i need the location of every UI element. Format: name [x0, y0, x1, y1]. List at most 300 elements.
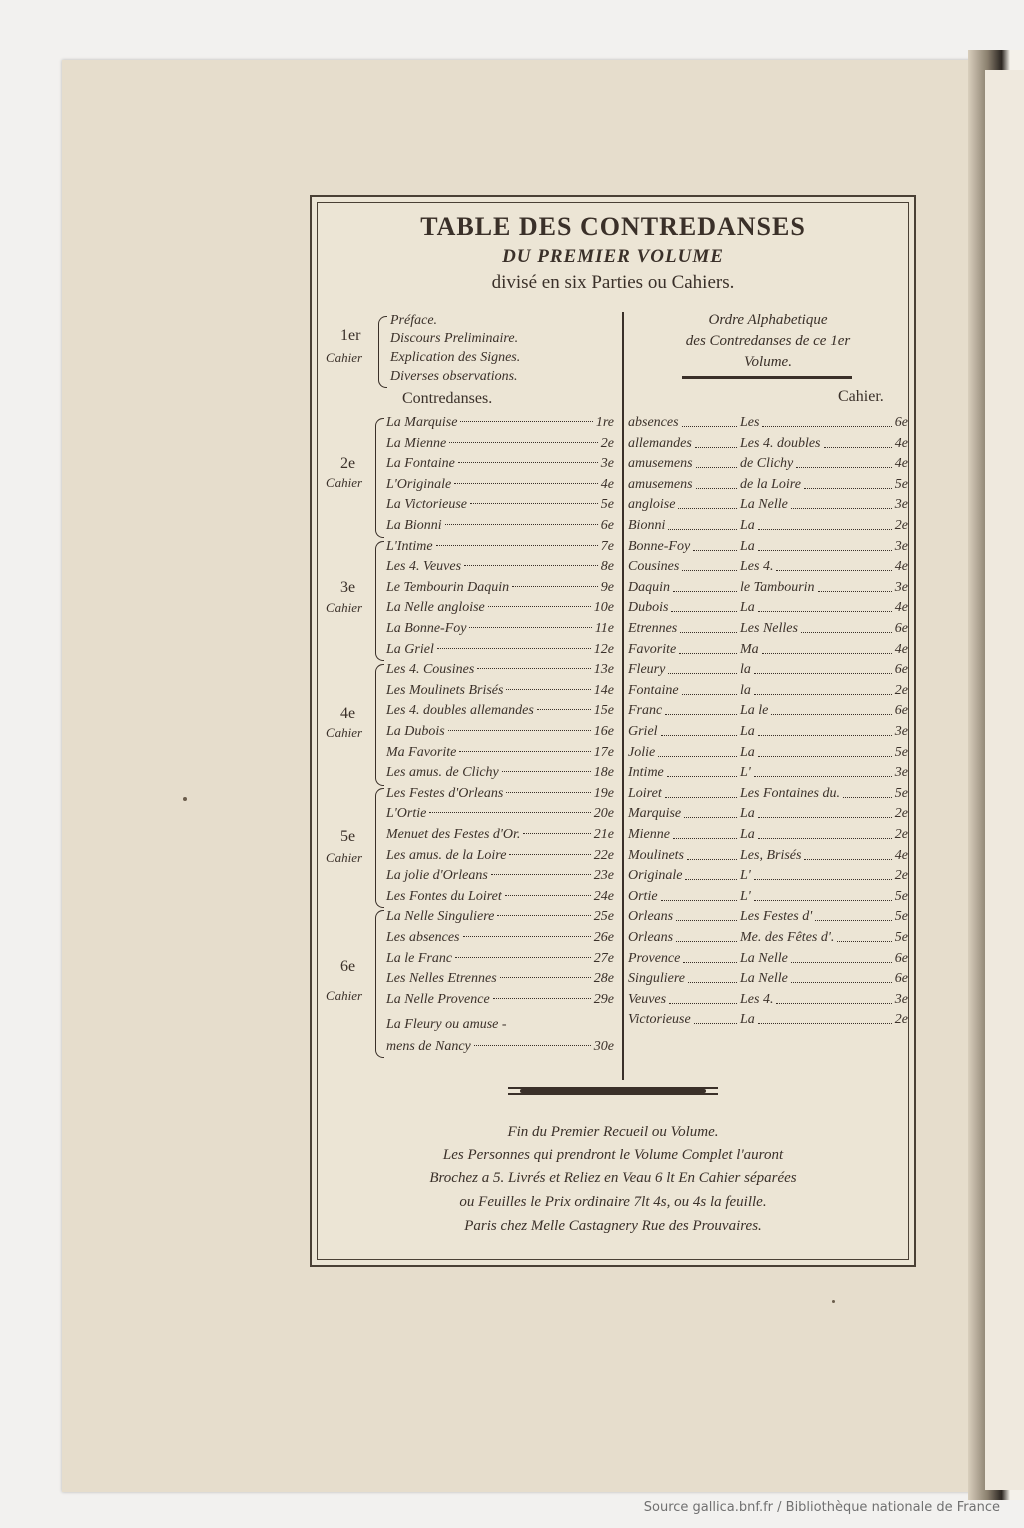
- left-entry-name: La Bonne-Foy: [386, 621, 467, 636]
- right-entry-article: Les Fontaines du.: [740, 785, 840, 801]
- leader-dots: [758, 802, 892, 818]
- right-entry-article-cell: [740, 951, 908, 967]
- left-entry-number: 10e: [593, 600, 614, 616]
- leader-dots: [679, 638, 737, 654]
- right-entry-article: Les Festes d': [740, 909, 813, 925]
- right-entry-article-cell: [740, 662, 908, 678]
- leader-dots: [843, 782, 892, 798]
- right-entry-article: La: [740, 744, 755, 760]
- left-entry-number: 5e: [600, 497, 614, 513]
- leader-dots: [801, 617, 892, 633]
- right-entry-article: La: [740, 724, 755, 739]
- leader-dots: [776, 988, 891, 1004]
- left-entry: [386, 1039, 614, 1059]
- right-entry-word: Griel: [628, 724, 658, 739]
- right-entry-word: Veuves: [628, 991, 667, 1007]
- leader-dots: [464, 565, 598, 566]
- right-entry-cahier: 4e: [894, 641, 908, 657]
- right-entry-cahier: 5e: [894, 909, 908, 925]
- leader-dots: [824, 432, 892, 448]
- right-entry-cahier: 4e: [894, 435, 908, 451]
- right-entry-cahier: 2e: [894, 868, 908, 884]
- right-entry-word: amusemens: [628, 456, 693, 472]
- left-entry: [386, 621, 614, 641]
- leader-dots: [791, 947, 892, 963]
- leader-dots: [762, 638, 892, 654]
- page-title: TABLE DES CONTREDANSES: [420, 212, 806, 241]
- leader-dots: [460, 421, 592, 422]
- footer-line-2: Les Personnes qui prendront le Volume Complet l'auront: [442, 1147, 784, 1163]
- leader-dots: [758, 596, 892, 612]
- left-entry-name: Menuet des Festes d'Or.: [386, 827, 521, 842]
- left-entry-number: 4e: [600, 476, 614, 492]
- cahier-heading: Cahier.: [838, 388, 884, 405]
- leader-dots: [429, 812, 590, 813]
- right-entry-word: Singuliere: [628, 971, 686, 987]
- right-entry-article: Les, Brisés: [740, 847, 802, 863]
- left-entry-number: 6e: [600, 518, 614, 533]
- leader-dots: [436, 545, 598, 546]
- preface-item: Discours Preliminaire.: [390, 331, 519, 346]
- left-entry-name: La jolie d'Orleans: [386, 868, 488, 884]
- left-entry: [386, 930, 614, 950]
- right-entry-word: Dubois: [628, 600, 669, 616]
- right-entry-article: Les: [740, 415, 760, 430]
- leader-dots: [449, 442, 598, 443]
- right-entry-word-cell: [628, 951, 740, 967]
- cahier-5-brace: [375, 788, 384, 908]
- cahier-2-label: Cahier: [326, 475, 363, 490]
- right-entry-cahier: 2e: [894, 827, 908, 842]
- left-entry-name: Les 4. doubles allemandes: [386, 703, 534, 719]
- right-entry-article: La: [740, 600, 755, 616]
- left-entry: [386, 436, 614, 456]
- left-entry-number: 17e: [593, 744, 614, 760]
- left-entry: [386, 971, 614, 991]
- left-entry: [386, 497, 614, 517]
- leader-dots: [505, 895, 591, 896]
- left-entry-number: 13e: [593, 662, 614, 678]
- leader-dots: [502, 771, 591, 772]
- right-entry-article: La: [740, 1012, 755, 1028]
- right-entry-word-cell: [628, 662, 740, 678]
- footer-line-1: Fin du Premier Recueil ou Volume.: [507, 1124, 719, 1140]
- leader-dots: [665, 699, 737, 715]
- right-entry-article: La: [740, 827, 755, 842]
- leader-dots: [693, 535, 737, 551]
- left-entry-name: L'Originale: [386, 476, 452, 492]
- leader-dots: [454, 483, 598, 484]
- right-entry-word-cell: [628, 724, 740, 740]
- right-entry-article: L': [740, 888, 751, 904]
- right-entry-cahier: 2e: [894, 518, 908, 533]
- leader-dots: [506, 792, 590, 793]
- right-entry-article-cell: [740, 930, 908, 946]
- left-entry-name: Les Festes d'Orleans: [386, 785, 504, 801]
- right-entry-word: Victorieuse: [628, 1012, 691, 1028]
- right-entry-word-cell: [628, 930, 740, 946]
- right-entry-word-cell: [628, 456, 740, 472]
- right-entry-word: Marquise: [628, 806, 682, 822]
- right-entry-word-cell: [628, 642, 740, 658]
- leader-dots: [668, 514, 737, 530]
- leader-dots: [665, 782, 737, 798]
- left-entry: [386, 662, 614, 682]
- right-entry-article-cell: [740, 724, 908, 740]
- left-entry-number: 24e: [593, 888, 614, 904]
- leader-dots: [459, 751, 590, 752]
- cahier-4-label: Cahier: [326, 725, 363, 740]
- left-entry: [386, 745, 614, 765]
- right-entry-cahier: 6e: [894, 415, 908, 430]
- right-entry-word: Fleury: [628, 662, 666, 678]
- left-entry: [386, 765, 614, 785]
- right-entry-article-cell: [740, 703, 908, 719]
- left-entry: [386, 951, 614, 971]
- paper-speck: [183, 797, 187, 801]
- leader-dots: [758, 823, 892, 839]
- left-entry-number: 28e: [593, 971, 614, 987]
- left-entry-number: 8e: [600, 559, 614, 575]
- leader-dots: [673, 823, 737, 839]
- left-entry: [386, 806, 614, 826]
- ordre-line-3: Volume.: [744, 354, 792, 370]
- left-entry-number: 21e: [593, 827, 614, 842]
- right-entry-article-cell: [740, 621, 908, 637]
- right-entry-cahier: 2e: [894, 806, 908, 822]
- leader-dots: [458, 462, 598, 463]
- right-entry-cahier: 3e: [894, 497, 908, 513]
- leader-dots: [661, 720, 737, 736]
- right-entry-article: L': [740, 765, 751, 781]
- right-entry-word-cell: [628, 497, 740, 513]
- right-entry-article: la: [740, 662, 751, 678]
- leader-dots: [791, 967, 892, 983]
- leader-dots: [673, 576, 737, 592]
- left-entry-number: 1re: [595, 415, 614, 430]
- right-entry-article: La Nelle: [740, 971, 788, 987]
- right-entry-word-cell: [628, 827, 740, 843]
- right-entry-word-cell: [628, 539, 740, 555]
- right-entry-word: Bonne-Foy: [628, 538, 691, 554]
- right-entry-article: Les 4.: [740, 559, 774, 575]
- right-entry-article: La: [740, 538, 755, 554]
- leader-dots: [437, 648, 591, 649]
- left-entry: [386, 827, 614, 847]
- left-entry-number: 22e: [593, 847, 614, 863]
- right-entry-word-cell: [628, 518, 740, 534]
- left-entry-name: Les absences: [386, 930, 460, 945]
- cahier-6-label: Cahier: [326, 988, 363, 1003]
- leader-dots: [837, 926, 891, 942]
- right-entry-article-cell: [740, 456, 908, 472]
- cahier-5-label: Cahier: [326, 850, 363, 865]
- left-entry-name: Les 4. Cousines: [386, 662, 475, 678]
- right-entry-cahier: 2e: [894, 682, 908, 698]
- right-entry-cahier: 5e: [894, 744, 908, 760]
- left-entry-name: La Dubois: [386, 724, 445, 739]
- right-entry-word-cell: [628, 971, 740, 987]
- right-entry-article-cell: [740, 436, 908, 452]
- left-entry-number: 26e: [593, 930, 614, 945]
- leader-dots: [661, 885, 737, 901]
- ordre-line-2: des Contredanses de ce 1er: [685, 333, 851, 349]
- left-entry-name: Les Fontes du Loiret: [386, 888, 502, 904]
- leader-dots: [776, 555, 891, 571]
- left-entry-name: Les Moulinets Brisés: [386, 682, 504, 698]
- right-entry-cahier: 5e: [894, 888, 908, 904]
- leader-dots: [771, 699, 891, 715]
- leader-dots: [758, 514, 892, 530]
- right-entry-cahier: 3e: [894, 765, 908, 781]
- leader-dots: [671, 596, 737, 612]
- leader-dots: [696, 452, 737, 468]
- right-entry-article-cell: [740, 415, 908, 431]
- left-entry-name: La Mienne: [386, 435, 447, 451]
- leader-dots: [804, 844, 891, 860]
- left-entry-number: 20e: [593, 806, 614, 822]
- cahier-5-number: 5e: [340, 828, 356, 845]
- right-entry-cahier: 6e: [894, 950, 908, 966]
- left-entry-name: Les amus. de la Loire: [386, 847, 507, 863]
- leader-dots: [754, 864, 892, 880]
- right-entry-article-cell: [740, 745, 908, 761]
- right-entry-word-cell: [628, 415, 740, 431]
- ornament-rule: [508, 1093, 718, 1095]
- leader-dots: [667, 761, 737, 777]
- left-entry-number: 30e: [593, 1039, 614, 1054]
- right-entry-cahier: 6e: [894, 703, 908, 719]
- right-entry-cahier: 5e: [894, 930, 908, 945]
- contredanses-heading: Contredanses.: [402, 390, 493, 407]
- right-entry-cahier: 5e: [894, 476, 908, 492]
- leader-dots: [682, 555, 737, 571]
- right-entry-word: absences: [628, 415, 679, 430]
- right-entry-article-cell: [740, 518, 908, 534]
- left-entry-name: Les 4. Veuves: [386, 559, 462, 575]
- leader-dots: [818, 576, 892, 592]
- right-entry-word: Intime: [628, 765, 664, 781]
- left-entry-number: 2e: [600, 435, 614, 451]
- left-entry: [386, 580, 614, 600]
- left-entry-number: 27e: [593, 950, 614, 966]
- leader-dots: [493, 998, 591, 999]
- left-entry-name: La Fontaine: [386, 456, 455, 472]
- leader-dots: [676, 926, 737, 942]
- leader-dots: [463, 936, 591, 937]
- cahier-4-brace: [375, 664, 384, 786]
- leader-dots: [470, 503, 598, 504]
- footer-line-3: Brochez a 5. Livrés et Reliez en Veau 6 lt En Cahier séparées: [429, 1170, 797, 1186]
- right-entry-word-cell: [628, 621, 740, 637]
- leader-dots: [668, 658, 737, 674]
- leader-dots: [796, 452, 892, 468]
- left-entry: [386, 559, 614, 579]
- leader-dots: [754, 658, 892, 674]
- paper-speck: [832, 1300, 835, 1303]
- leader-dots: [506, 689, 590, 690]
- right-entry-cahier: 5e: [894, 785, 908, 801]
- right-entry-word-cell: [628, 848, 740, 864]
- left-entry-number: 19e: [593, 785, 614, 801]
- right-entry-article: Les 4. doubles: [740, 435, 821, 451]
- left-entry-number: 14e: [593, 682, 614, 698]
- ordre-rule: [682, 376, 852, 379]
- cahier-6-number: 6e: [340, 958, 356, 975]
- cahier-1-number: 1er: [340, 327, 361, 344]
- leader-dots: [477, 668, 590, 669]
- left-entry: [386, 703, 614, 723]
- left-entry: [386, 889, 614, 909]
- left-entry: [386, 415, 614, 435]
- right-entry-article-cell: [740, 827, 908, 843]
- right-entry-article-cell: [740, 580, 908, 596]
- right-entry-article: La: [740, 518, 755, 533]
- cahier-2-number: 2e: [340, 455, 356, 472]
- right-entry-word-cell: [628, 703, 740, 719]
- leader-dots: [695, 432, 737, 448]
- leader-dots: [762, 411, 891, 427]
- right-entry-word: Fontaine: [628, 682, 679, 698]
- right-entry-cahier: 6e: [894, 971, 908, 987]
- leader-dots: [754, 761, 892, 777]
- cahier-2-brace: [375, 418, 384, 538]
- right-entry-cahier: 3e: [894, 724, 908, 739]
- left-entry: [386, 518, 614, 538]
- preface-item: Explication des Signes.: [390, 350, 521, 365]
- right-entry-word: Orleans: [628, 909, 674, 925]
- right-entry-article: L': [740, 868, 751, 884]
- leader-dots: [497, 915, 590, 916]
- cahier-6-brace: [375, 910, 384, 1058]
- leader-dots: [684, 802, 737, 818]
- left-entry-number: 9e: [600, 579, 614, 595]
- left-entry: [386, 868, 614, 888]
- left-entry-name: La Nelle Provence: [386, 991, 490, 1007]
- right-entry-article: de Clichy: [740, 456, 794, 472]
- left-entry-number: 3e: [600, 456, 614, 472]
- leader-dots: [512, 586, 598, 587]
- leader-dots: [669, 988, 737, 1004]
- right-entry: [628, 1012, 908, 1032]
- left-entry: [386, 1017, 614, 1037]
- source-credit: Source gallica.bnf.fr / Bibliothèque nationale de France: [643, 1500, 1000, 1515]
- right-entry-word: Bionni: [628, 518, 666, 533]
- left-entry-number: 12e: [593, 641, 614, 657]
- cahier-3-number: 3e: [340, 579, 356, 596]
- leader-dots: [696, 473, 737, 489]
- left-entry: [386, 642, 614, 662]
- leader-dots: [491, 874, 591, 875]
- right-entry-word: Favorite: [628, 641, 677, 657]
- right-entry-article-cell: [740, 683, 908, 699]
- right-entry-cahier: 6e: [894, 621, 908, 636]
- leader-dots: [500, 977, 591, 978]
- left-entry-name: Ma Favorite: [386, 744, 457, 760]
- left-entry-name: La Nelle angloise: [386, 600, 485, 616]
- leader-dots: [758, 1008, 892, 1024]
- leader-dots: [680, 617, 737, 633]
- leader-dots: [682, 679, 737, 695]
- leader-dots: [537, 709, 591, 710]
- right-entry-word-cell: [628, 992, 740, 1008]
- leader-dots: [509, 854, 590, 855]
- leader-dots: [445, 524, 598, 525]
- right-entry-word: Originale: [628, 868, 683, 884]
- right-entry-article-cell: [740, 848, 908, 864]
- leader-dots: [804, 473, 892, 489]
- right-entry-article: Les 4.: [740, 991, 774, 1007]
- right-entry-word: Moulinets: [628, 847, 684, 863]
- right-entry-word: Daquin: [628, 579, 670, 595]
- right-entry-word-cell: [628, 868, 740, 884]
- leader-dots: [676, 905, 737, 921]
- cahier-3-brace: [375, 541, 384, 661]
- right-entry-word-cell: [628, 765, 740, 781]
- left-entry: [386, 724, 614, 744]
- right-entry-article: La le: [740, 703, 769, 719]
- right-entry-word: Jolie: [628, 744, 656, 760]
- left-entry-name: Les amus. de Clichy: [386, 765, 499, 781]
- right-entry-article: le Tambourin: [740, 579, 815, 595]
- left-entry-number: 23e: [593, 868, 614, 884]
- leader-dots: [488, 606, 591, 607]
- left-entry-name: L'Ortie: [386, 806, 427, 822]
- left-entry-name: La Fleury ou amuse -: [386, 1017, 507, 1032]
- right-entry-cahier: 3e: [894, 579, 908, 595]
- leader-dots: [815, 905, 892, 921]
- left-entry-number: 18e: [593, 765, 614, 781]
- right-entry-cahier: 4e: [894, 456, 908, 472]
- right-entry-word: Franc: [628, 703, 663, 719]
- column-divider: [622, 312, 624, 1080]
- cahier-4-number: 4e: [340, 705, 356, 722]
- right-entry-article-cell: [740, 477, 908, 493]
- right-entry-word: amusemens: [628, 476, 693, 492]
- right-entry-word-cell: [628, 806, 740, 822]
- leader-dots: [523, 833, 590, 834]
- leader-dots: [448, 730, 591, 731]
- left-entry-number: 15e: [593, 703, 614, 719]
- right-entry-word: Mienne: [628, 827, 670, 842]
- right-entry-word: allemandes: [628, 435, 692, 451]
- left-entry-number: 16e: [593, 724, 614, 739]
- right-entry-cahier: 4e: [894, 600, 908, 616]
- right-entry-word-cell: [628, 477, 740, 493]
- right-entry-article-cell: [740, 765, 908, 781]
- right-entry-word-cell: [628, 909, 740, 925]
- right-entry-article: La Nelle: [740, 497, 788, 513]
- right-entry-article: Ma: [740, 641, 759, 657]
- leader-dots: [694, 1008, 737, 1024]
- right-entry-word: Cousines: [628, 559, 680, 575]
- right-entry-word: Loiret: [628, 785, 662, 801]
- right-entry-article-cell: [740, 889, 908, 905]
- right-entry-cahier: 4e: [894, 847, 908, 863]
- right-entry-article-cell: [740, 909, 908, 925]
- leader-dots: [678, 493, 737, 509]
- right-entry-article: la: [740, 682, 751, 698]
- right-entry-word: Orleans: [628, 930, 674, 945]
- ordre-line-1: Ordre Alphabetique: [708, 312, 828, 328]
- left-entry-name: La Nelle Singuliere: [386, 909, 495, 925]
- right-entry-word-cell: [628, 745, 740, 761]
- left-entry-name: La Bionni: [386, 518, 442, 533]
- leader-dots: [687, 844, 737, 860]
- right-entry-article-cell: [740, 539, 908, 555]
- page-subtitle: DU PREMIER VOLUME: [502, 246, 724, 267]
- left-entry-name: La Griel: [386, 641, 434, 657]
